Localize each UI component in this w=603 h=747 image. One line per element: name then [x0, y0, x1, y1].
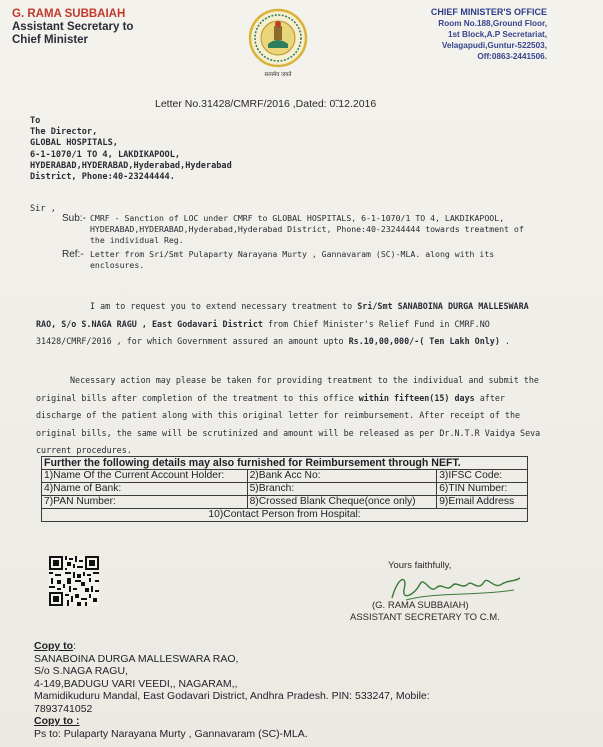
office-line-2: 1st Block,A.P Secretariat, — [447, 30, 547, 39]
signatory-name: (G. RAMA SUBBAIAH) — [372, 600, 469, 611]
table-cell: 6)TIN Number: — [437, 483, 528, 496]
table-cell: 4)Name of Bank: — [42, 483, 248, 496]
p2-text: Necessary action may please be taken for providing treatment to the individual and submit the original bills after completion of the treatment to this office — [36, 375, 539, 403]
table-row — [42, 509, 528, 522]
office-address — [377, 7, 547, 62]
copy-to-line: Mamidikuduru Mandal, East Godavari District, Andhra Pradesh. PIN: 533247, Mobile: — [34, 690, 430, 702]
sender-name: G. RAMA SUBBAIAH — [12, 8, 126, 20]
copy-to-colon: : — [73, 640, 76, 652]
emblem-motto: सत्यमेव जयते — [264, 72, 292, 78]
copy-to-line: SANABOINA DURGA MALLESWARA RAO, — [34, 652, 239, 665]
salutation: Sir , — [30, 204, 56, 214]
subject-text: CMRF - Sanction of LOC under CMRF to GLOBAL HOSPITALS, 6-1-1070/1 TO 4, LAKDIKAPOOL, HYDERABAD,HYDERABAD,Hyderabad,Hyderabad District, Phone:40-23244444 towards treatment of the individual Reg. — [90, 213, 524, 245]
copy-to-line: 4-149,BADUGU VARI VEEDI,, NAGARAM,, — [34, 677, 238, 690]
p1-text: . — [499, 336, 510, 346]
addressee-line: The Director, — [30, 127, 98, 138]
body-paragraph-2 — [36, 372, 542, 460]
reference-label: Ref:- — [62, 249, 84, 260]
sender-designation-1: Assistant Secretary to — [12, 21, 134, 33]
office-line-3: Velagapudi,Guntur-522503, — [441, 41, 547, 50]
sender-block — [12, 8, 133, 47]
copy-to-block — [34, 640, 430, 740]
state-emblem-icon — [246, 8, 310, 84]
signatory-designation: ASSISTANT SECRETARY TO C.M. — [350, 612, 500, 623]
addressee-line: 6-1-1070/1 TO 4, LAKDIKAPOOL, — [30, 149, 181, 160]
table-row — [42, 470, 528, 483]
neft-heading: Further the following details may also furnished for Reimbursement through NEFT. — [42, 457, 528, 470]
addressee-to: To — [30, 116, 41, 126]
sender-designation-2: Chief Minister — [12, 34, 89, 46]
table-cell: 9)Email Address — [437, 496, 528, 509]
sanctioned-amount: Rs.10,00,000/-( Ten Lakh Only) — [348, 336, 500, 346]
addressee-line: District, Phone:40-23244444. — [30, 172, 175, 183]
table-row — [42, 483, 528, 496]
patient-name: Sri/Smt SANABOINA DURGA MALLESWARA RAO, S/o S.NAGA RAGU , East Godavari District — [36, 301, 529, 329]
p1-text: from Chief Minister's Relief Fund in CMRF.NO 31428/CMRF/2016 , for which Government assured an amount upto — [36, 318, 490, 346]
letter-reference: Letter No.31428/CMRF/2016 ,Dated: 0̃.12.2016 — [155, 98, 377, 110]
table-cell: 5)Branch: — [247, 483, 437, 496]
closing: Yours faithfully, — [388, 560, 452, 571]
addressee-block — [30, 116, 232, 183]
qr-code-icon — [49, 556, 99, 606]
p1-text: I am to request you to extend necessary treatment to — [90, 301, 358, 311]
table-row — [42, 496, 528, 509]
copy-to-heading: Copy to — [34, 640, 74, 652]
table-cell: 7)PAN Number: — [42, 496, 248, 509]
addressee-line: HYDERABAD,HYDERABAD,Hyderabad,Hyderabad — [30, 160, 232, 171]
copy-to-line: 7893741052 — [34, 702, 93, 715]
copy-to-heading-2: Copy to : — [34, 715, 80, 727]
office-line-4: Off:0863-2441506. — [477, 52, 547, 61]
table-cell: 10)Contact Person from Hospital: — [42, 509, 528, 522]
reference-text: Letter from Sri/Smt Pulaparty Narayana Murty , Gannavaram (SC)-MLA. along with its enclosures. — [90, 249, 495, 270]
copy-to-line: Ps to: Pulaparty Narayana Murty , Gannavaram (SC)-MLA. — [34, 727, 308, 740]
addressee-line: GLOBAL HOSPITALS, — [30, 138, 118, 149]
subject-label: Sub:- — [62, 213, 86, 224]
p2-text: after discharge of the patient along with this original letter for reimbursement. After receipt of the original bills, the same will be scrutinized and amount will be released as per Dr.N.T.R Vaidya Seva current procedures. — [36, 392, 541, 455]
office-title: CHIEF MINISTER'S OFFICE — [430, 7, 547, 17]
table-cell: 2)Bank Acc No: — [247, 470, 437, 483]
table-cell: 1)Name Of the Current Account Holder: — [42, 470, 248, 483]
subject-block — [62, 213, 540, 271]
table-cell: 3)IFSC Code: — [437, 470, 528, 483]
table-cell: 8)Crossed Blank Cheque(once only) — [247, 496, 437, 509]
neft-details-table — [41, 456, 528, 522]
office-line-1: Room No.188,Ground Floor, — [438, 19, 547, 28]
body-paragraph-1 — [36, 298, 542, 351]
copy-to-line: S/o S.NAGA RAGU, — [34, 665, 128, 677]
deadline: within fifteen(15) days — [358, 392, 475, 403]
